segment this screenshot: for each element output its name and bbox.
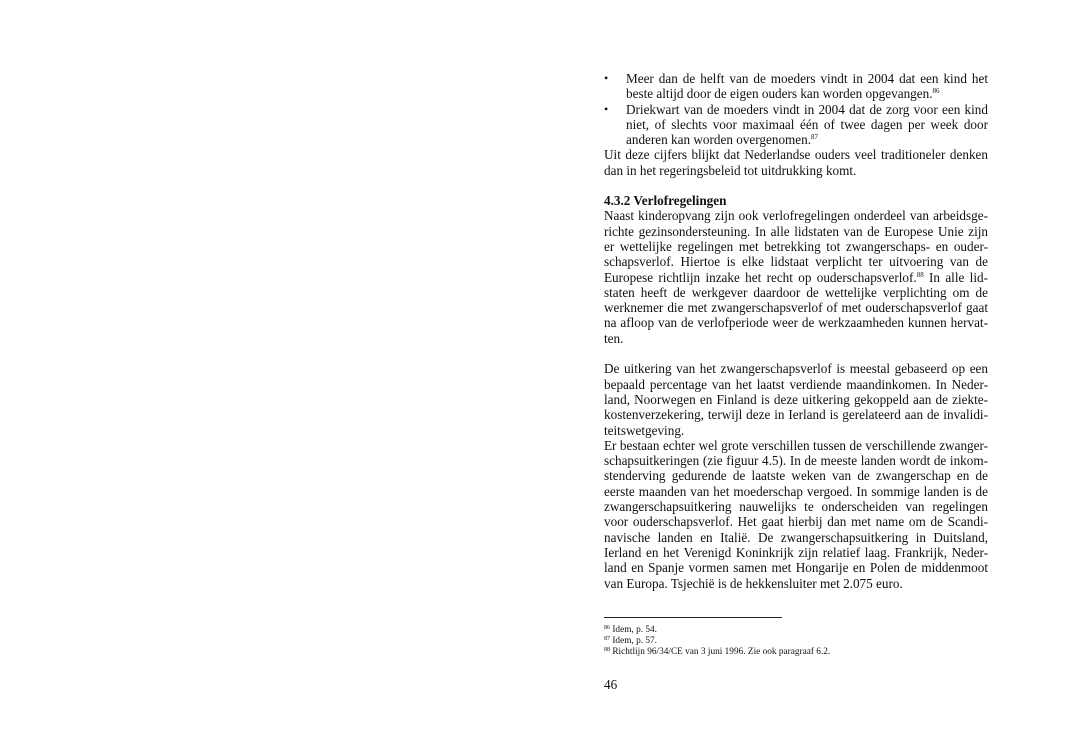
paragraph [604, 208, 988, 346]
section-heading: 4.3.2 Verlofregelingen [604, 193, 727, 209]
bullet-item [604, 102, 988, 148]
footnote [604, 636, 988, 647]
footnotes [604, 625, 988, 659]
bullet-text: Meer dan de helft van de moeders vindt in 2004 dat een kind het beste altijd door de eigen ouders kan worden opgevangen. [626, 71, 988, 102]
footnote [604, 625, 988, 636]
page-number: 46 [604, 677, 618, 692]
bullet-text: Driekwart van de moeders vindt in 2004 dat de zorg voor een kind niet, of slechts voor maximaal één of twee dagen per week door anderen kan worden overgenomen. [626, 101, 988, 148]
paragraph: Er bestaan echter wel grote verschillen tussen de verschillende zwanger-schapsuitkeringen (zie figuur 4.5). In de meeste landen wordt de inkom-stenderving gedurende de laatste weken van de zwangerschap en de eerste maanden van het moederschap vergoed. In sommige landen is de zwangerschapsuitkering nauwelijks te onderscheiden van regelingen voor ouderschapsverlof. Het gaat hierbij dan met name om de Scandi-navische landen en Italië. De zwangerschapsuitkering in Duitsland, Ierland en het Verenigd Koninkrijk zijn relatief laag. Frankrijk, Neder-land en Spanje vormen samen met Hongarije en Polen de middenmoot van Europa. Tsjechië is de hekkensluiter met 2.075 euro. [604, 437, 988, 591]
footnote-number: 88 [604, 647, 610, 654]
paragraph-text: Naast kinderopvang zijn ook verlofregelingen onderdeel van arbeidsge-richte gezinsondersteuning. In alle lidstaten van de Europese Unie zijn er wettelijke regelingen met betrekking tot zwangerschaps- en ouder-schapsverlof. Hiertoe is elke lidstaat verplicht ter uitvoering van de Europese richtlijn inzake het recht op ouderschapsverlof. [604, 208, 988, 285]
bullet-item [604, 71, 988, 102]
footnote [604, 647, 988, 658]
paragraph-text: In alle lid-staten heeft de werkgever daardoor de wettelijke verplichting om de werknemer die met zwangerschapsverlof of met ouderschapsverlof gaat na afloop van de verlofperiode weer de werkzaamheden kunnen hervat-ten. [604, 269, 988, 346]
footnote-text: Richtlijn 96/34/CE van 3 juni 1996. Zie ook paragraaf 6.2. [610, 647, 831, 658]
footnote-ref[interactable]: 87 [811, 133, 819, 142]
footnote-ref[interactable]: 86 [932, 87, 940, 96]
text-column [604, 71, 988, 658]
footnote-number: 86 [604, 624, 610, 631]
bullet-icon: • [604, 71, 609, 85]
conclusion-paragraph: Uit deze cijfers blijkt dat Nederlandse ouders veel traditioneler denken dan in het regeringsbeleid tot uitdrukking komt. [604, 147, 988, 178]
footnote-text: Idem, p. 54. [610, 624, 657, 635]
paragraph: De uitkering van het zwangerschapsverlof is meestal gebaseerd op een bepaald percentage van het laatst verdiende maandinkomen. In Neder-land, Noorwegen en Finland is deze uitkering gekoppeld aan de ziekte-kostenverzekering, terwijl deze in Ierland is gerelateerd aan de invalidi-teitswetgeving. [604, 361, 988, 438]
footnote-text: Idem, p. 57. [610, 636, 657, 646]
footnote-number: 87 [604, 636, 610, 642]
footnote-divider [604, 617, 782, 618]
footnote-ref[interactable]: 88 [916, 270, 924, 279]
bullet-list [604, 71, 988, 147]
paragraph-gap [604, 346, 988, 361]
bullet-icon: • [604, 101, 609, 116]
